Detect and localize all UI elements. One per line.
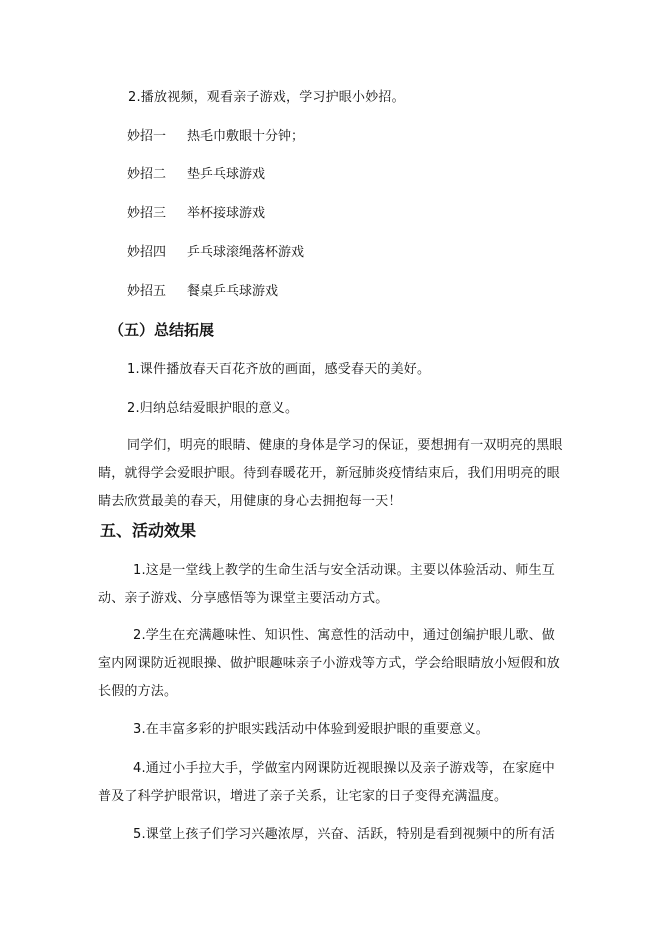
tip-3-text: 举杯接球游戏 <box>187 206 266 221</box>
effect-2-line-1: 2.学生在充满趣味性、知识性、寓意性的活动中，通过创编护眼儿歌、做 <box>133 628 556 643</box>
section-summary-heading: （五）总结拓展 <box>109 321 215 339</box>
effect-1-line-2: 动、亲子游戏、分享感悟等为课堂主要活动方式。 <box>98 591 389 606</box>
tip-5-text: 餐桌乒乓球游戏 <box>187 284 279 299</box>
effect-3-line-1: 3.在丰富多彩的护眼实践活动中体验到爱眼护眼的重要意义。 <box>133 722 490 737</box>
effect-4-line-2: 普及了科学护眼常识，增进了亲子关系，让宅家的日子变得充满温度。 <box>98 789 508 804</box>
tip-3-label: 妙招三 <box>127 206 167 221</box>
effect-2-line-3: 长假的方法。 <box>98 684 178 699</box>
tip-5-label: 妙招五 <box>127 284 167 299</box>
tip-1-label: 妙招一 <box>127 129 167 144</box>
summary-item-1: 1.课件播放春天百花齐放的画面，感受春天的美好。 <box>127 362 431 377</box>
summary-paragraph-line-2: 睛，就得学会爱眼护眼。待到春暖花开，新冠肺炎疫情结束后，我们用明亮的眼 <box>98 466 561 481</box>
effects-heading: 五、活动效果 <box>100 521 197 540</box>
effect-2-line-2: 室内网课防近视眼操、做护眼趣味亲子小游戏等方式，学会给眼睛放小短假和放 <box>98 656 561 671</box>
intro-step: 2.播放视频，观看亲子游戏，学习护眼小妙招。 <box>128 90 405 105</box>
effect-1-line-1: 1.这是一堂线上教学的生命生活与安全活动课。主要以体验活动、师生互 <box>133 563 556 578</box>
effect-4-line-1: 4.通过小手拉大手，学做室内网课防近视眼操以及亲子游戏等，在家庭中 <box>133 761 556 776</box>
tip-4-label: 妙招四 <box>127 245 167 260</box>
tip-2-text: 垫乒乓球游戏 <box>187 167 266 182</box>
summary-paragraph-line-1: 同学们，明亮的眼睛、健康的身体是学习的保证，要想拥有一双明亮的黑眼 <box>127 438 563 453</box>
summary-item-2: 2.归纳总结爱眼护眼的意义。 <box>127 401 299 416</box>
tip-1-text: 热毛巾敷眼十分钟； <box>187 129 305 144</box>
summary-paragraph-line-3: 睛去欣赏最美的春天，用健康的身心去拥抱每一天！ <box>98 494 402 509</box>
effect-5-line-1: 5.课堂上孩子们学习兴趣浓厚，兴奋、活跃，特别是看到视频中的所有活 <box>133 827 556 842</box>
tip-2-label: 妙招二 <box>127 167 167 182</box>
tip-4-text: 乒乓球滚绳落杯游戏 <box>187 245 305 260</box>
